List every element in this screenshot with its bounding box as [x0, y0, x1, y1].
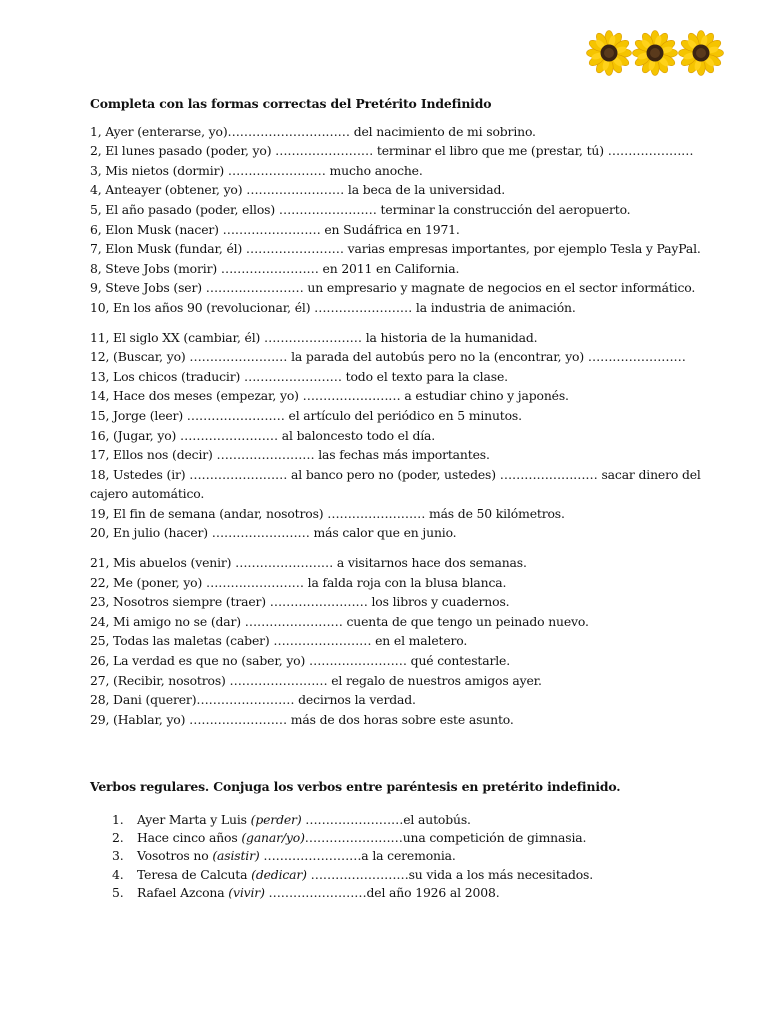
sentence-start: Teresa de Calcuta: [137, 866, 252, 882]
sunflower-icon: [633, 31, 678, 76]
verb-hint: (ganar/yo): [241, 830, 305, 846]
exercise-line: 5, El año pasado (poder, ellos) …………………… terminar la construcción del aeropuerto.: [90, 201, 631, 217]
exercise-line: 9, Steve Jobs (ser) …………………… un empresario y magnate de negocios en el sector informático.: [90, 280, 696, 296]
exercise-line: 4, Anteayer (obtener, yo) …………………… la beca de la universidad.: [90, 182, 506, 198]
verb-hint: (dedicar): [251, 866, 307, 882]
exercise-group: [90, 553, 730, 729]
sentence-start: Hace cinco años: [137, 830, 242, 846]
exercise-line: 17, Ellos nos (decir) …………………… las fechas más importantes.: [90, 447, 490, 463]
exercise-line: 25, Todas las maletas (caber) …………………… en el maletero.: [90, 633, 468, 649]
exercise-line: 22, Me (poner, yo) …………………… la falda roja con la blusa blanca.: [90, 574, 507, 590]
verb-hint: (perder): [250, 812, 302, 827]
list-item: [90, 811, 730, 829]
exercise-line: 2, El lunes pasado (poder, yo) …………………… terminar el libro que me (prestar, tú) …………………: [90, 143, 694, 159]
exercise-line: 12, (Buscar, yo) …………………… la parada del autobús pero no la (encontrar, yo) ……………………: [90, 349, 686, 365]
list-item: [90, 847, 730, 865]
exercise-line: 11, El siglo XX (cambiar, él) …………………… la historia de la humanidad.: [90, 329, 538, 345]
list-item: [90, 884, 730, 902]
sentence-end: ……………………su vida a los más necesitados.: [306, 866, 594, 882]
exercise-line: 10, En los años 90 (revolucionar, él) …………………… la industria de animación.: [90, 299, 576, 315]
sentence-end: ……………………a la ceremonia.: [259, 848, 456, 864]
list-item: [90, 829, 730, 847]
sunflower-icon: [587, 31, 632, 76]
sentence-end: ……………………del año 1926 al 2008.: [264, 884, 500, 900]
list-number: 5.: [112, 884, 124, 900]
exercise-group: [90, 328, 730, 544]
exercise-line: 23, Nosotros siempre (traer) …………………… los libros y cuadernos.: [90, 594, 510, 610]
exercise-line: 24, Mi amigo no se (dar) …………………… cuenta de que tengo un peinado nuevo.: [90, 613, 589, 629]
sentence-start: Vosotros no: [137, 848, 213, 864]
exercise-line: 28, Dani (querer)…………………… decirnos la verdad.: [90, 692, 416, 708]
verb-hint: (asistir): [212, 848, 260, 864]
worksheet: [90, 94, 730, 902]
sentence-end: ……………………una competición de gimnasia.: [304, 830, 587, 846]
regular-verbs-list: [90, 811, 730, 902]
exercise-line: 19, El fin de semana (andar, nosotros) …………………… más de 50 kilómetros.: [90, 505, 565, 521]
exercise-list: [90, 122, 730, 730]
exercise-line: 21, Mis abuelos (venir) …………………… a visitarnos hace dos semanas.: [90, 555, 527, 571]
sentence-start: Ayer Marta y Luis: [137, 812, 251, 827]
list-number: 1.: [112, 812, 124, 827]
exercise-line: 16, (Jugar, yo) …………………… al baloncesto todo el día.: [90, 427, 436, 443]
sentence-end: ……………………el autobús.: [301, 812, 471, 827]
exercise-line: 18, Ustedes (ir) …………………… al banco pero no (poder, ustedes) …………………… sacar dinero del cajero automático.: [90, 466, 701, 502]
exercise-line: 8, Steve Jobs (morir) …………………… en 2011 en California.: [90, 260, 460, 276]
verb-hint: (vivir): [228, 884, 265, 900]
exercise-line: 26, La verdad es que no (saber, yo) …………………… qué contestarle.: [90, 653, 511, 669]
section1-title: Completa con las formas correctas del Pretérito Indefinido: [90, 96, 492, 111]
exercise-line: 14, Hace dos meses (empezar, yo) …………………… a estudiar chino y japonés.: [90, 388, 569, 404]
list-item: [90, 866, 730, 884]
list-number: 3.: [112, 848, 124, 864]
sunflower-icon: [679, 31, 724, 76]
exercise-line: 7, Elon Musk (fundar, él) …………………… varias empresas importantes, por ejemplo Tesla y PayPal.: [90, 241, 701, 257]
exercise-group: [90, 122, 730, 318]
exercise-line: 6, Elon Musk (nacer) …………………… en Sudáfrica en 1971.: [90, 221, 460, 237]
exercise-line: 15, Jorge (leer) …………………… el artículo del periódico en 5 minutos.: [90, 407, 522, 423]
list-number: 2.: [112, 830, 124, 846]
exercise-line: 29, (Hablar, yo) …………………… más de dos horas sobre este asunto.: [90, 711, 514, 727]
section2-title: Verbos regulares. Conjuga los verbos entre paréntesis en pretérito indefinido.: [90, 779, 621, 795]
exercise-line: 20, En julio (hacer) …………………… más calor que en junio.: [90, 525, 457, 541]
sunflower-decoration: [586, 29, 726, 77]
exercise-line: 3, Mis nietos (dormir) …………………… mucho anoche.: [90, 162, 423, 178]
list-number: 4.: [112, 866, 124, 882]
exercise-line: 13, Los chicos (traducir) …………………… todo el texto para la clase.: [90, 368, 508, 384]
exercise-line: 1, Ayer (enterarse, yo)………………………… del nacimiento de mi sobrino.: [90, 123, 536, 139]
sentence-start: Rafael Azcona: [137, 884, 229, 900]
section2: [90, 777, 730, 902]
exercise-line: 27, (Recibir, nosotros) …………………… el regalo de nuestros amigos ayer.: [90, 672, 542, 688]
